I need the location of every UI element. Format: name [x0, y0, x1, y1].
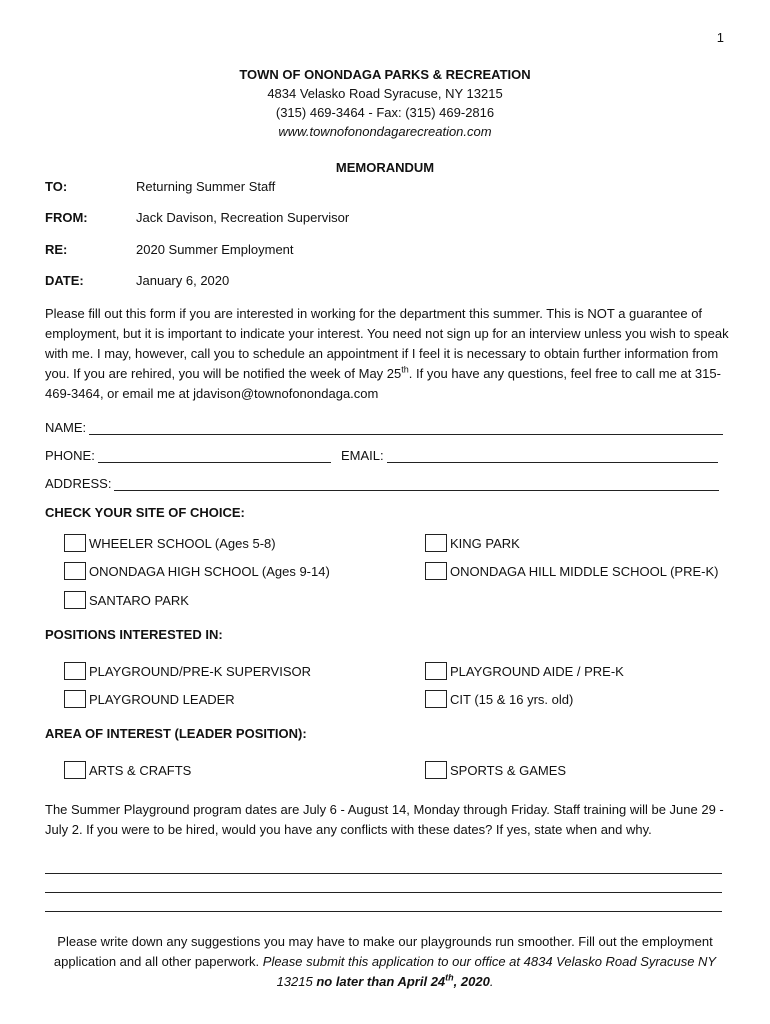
address-blank[interactable]: [114, 477, 719, 491]
interest-option-label: ARTS & CRAFTS: [89, 762, 192, 778]
intro-text-1: Please fill out this form if you are interested in working for the department this summer. This is NOT a guarantee of employment, but it is important to indicate your interest. You need not sign up for an interview unless you wish to speak with me. I may, however, call you to schedule an appointment if I feel it is necessary to obtain further information from you. If you are rehired, you will be notified the week of May 25: [45, 306, 729, 381]
memo-re-label: RE:: [45, 242, 68, 257]
checkbox[interactable]: [64, 534, 86, 552]
checkbox[interactable]: [425, 761, 447, 779]
phone-label: PHONE:: [45, 448, 95, 463]
memo-date-row: [45, 273, 229, 288]
checkbox[interactable]: [425, 662, 447, 680]
position-option[interactable]: [425, 662, 624, 680]
footer-period: .: [489, 974, 494, 989]
site-option[interactable]: [64, 562, 330, 580]
checkbox[interactable]: [425, 562, 447, 580]
letterhead: [0, 65, 770, 141]
position-option[interactable]: [64, 690, 235, 708]
org-phone-fax: (315) 469-3464 - Fax: (315) 469-2816: [275, 105, 495, 120]
checkbox[interactable]: [64, 662, 86, 680]
address-field[interactable]: [45, 476, 719, 491]
footer-instructions: [40, 932, 730, 992]
memo-re-value: 2020 Summer Employment: [136, 242, 294, 257]
email-field[interactable]: [341, 448, 718, 463]
memo-date-label: DATE:: [45, 273, 84, 288]
site-option-label: ONONDAGA HILL MIDDLE SCHOOL (PRE-K): [450, 563, 719, 579]
position-option[interactable]: [425, 690, 573, 708]
positions-section-title: POSITIONS INTERESTED IN:: [45, 627, 223, 642]
position-option-label: CIT (15 & 16 yrs. old): [450, 691, 574, 707]
memo-from-row: [45, 210, 349, 225]
site-option-label: SANTARO PARK: [89, 592, 189, 608]
name-label: NAME:: [45, 420, 87, 435]
intro-sup: th: [401, 364, 409, 375]
site-option-label: KING PARK: [450, 535, 520, 551]
interest-section-title: AREA OF INTEREST (LEADER POSITION):: [45, 726, 307, 741]
position-option[interactable]: [64, 662, 311, 680]
site-option[interactable]: [425, 534, 520, 552]
site-option-label: WHEELER SCHOOL (Ages 5-8): [89, 535, 276, 551]
checkbox[interactable]: [425, 534, 447, 552]
footer-deadline-year: , 2020: [453, 974, 490, 989]
position-option-label: PLAYGROUND/PRE-K SUPERVISOR: [89, 663, 312, 679]
checkbox[interactable]: [425, 690, 447, 708]
dates-paragraph: The Summer Playground program dates are July 6 - August 14, Monday through Friday. Staff training will be June 29 - July 2. If you were to be hired, would you have any conflicts with these dates? If yes, state when and why.: [45, 802, 724, 837]
memo-title: MEMORANDUM: [335, 160, 435, 175]
email-label: EMAIL:: [341, 448, 384, 463]
org-name: TOWN OF ONONDAGA PARKS & RECREATION: [239, 67, 531, 82]
page-number: 1: [716, 30, 724, 45]
position-option-label: PLAYGROUND AIDE / PRE-K: [450, 663, 624, 679]
checkbox[interactable]: [64, 591, 86, 609]
intro-paragraph: [45, 304, 730, 404]
phone-blank[interactable]: [98, 449, 331, 463]
checkbox[interactable]: [64, 690, 86, 708]
checkbox[interactable]: [64, 562, 86, 580]
site-option[interactable]: [64, 591, 189, 609]
site-option[interactable]: [64, 534, 276, 552]
interest-option[interactable]: [425, 761, 566, 779]
answer-line[interactable]: [45, 892, 722, 893]
checkbox[interactable]: [64, 761, 86, 779]
memo-from-label: FROM:: [45, 210, 88, 225]
memo-to-label: TO:: [45, 179, 68, 194]
memo-date-value: January 6, 2020: [136, 273, 230, 288]
memo-re-row: [45, 242, 294, 257]
name-field[interactable]: [45, 420, 723, 435]
position-option-label: PLAYGROUND LEADER: [89, 691, 235, 707]
site-option-label: ONONDAGA HIGH SCHOOL (Ages 9-14): [89, 563, 330, 579]
answer-line[interactable]: [45, 911, 722, 912]
org-website: www.townofonondagarecreation.com: [278, 124, 492, 139]
footer-deadline: no later than April 24: [316, 974, 446, 989]
org-address: 4834 Velasko Road Syracuse, NY 13215: [267, 86, 503, 101]
footer-plain: Please write down any suggestions you may have to make our playgrounds run smoother. Fill out the employment application and all other paperwork.: [53, 934, 713, 969]
footer-deadline-sup: th: [445, 972, 454, 983]
name-blank[interactable]: [89, 421, 723, 435]
memo-from-value: Jack Davison, Recreation Supervisor: [136, 210, 350, 225]
interest-option[interactable]: [64, 761, 191, 779]
phone-field[interactable]: [45, 448, 331, 463]
site-section-title: CHECK YOUR SITE OF CHOICE:: [45, 505, 245, 520]
interest-option-label: SPORTS & GAMES: [450, 762, 567, 778]
site-option[interactable]: [425, 562, 718, 580]
address-label: ADDRESS:: [45, 476, 112, 491]
memo-to-value: Returning Summer Staff: [136, 179, 276, 194]
intro-text-2: . If you have any questions, feel free to call me at 315-469-3464, or email me at jdavison@townofonondaga.com: [45, 366, 721, 401]
answer-line[interactable]: [45, 873, 722, 874]
footer-italic: Please submit this application to our office at 4834 Velasko Road Syracuse NY 13215: [259, 954, 717, 989]
memo-to-row: [45, 179, 275, 194]
email-blank[interactable]: [387, 449, 718, 463]
